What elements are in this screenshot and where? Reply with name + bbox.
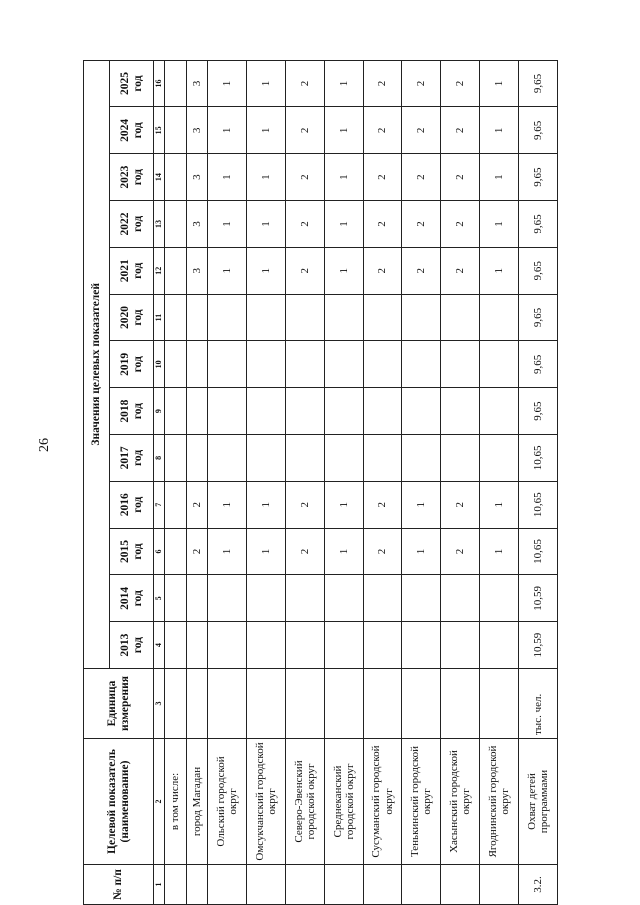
- value-cell: [247, 622, 286, 669]
- value-cell: [480, 294, 519, 341]
- value-cell: [480, 341, 519, 388]
- value-cell: [208, 388, 247, 435]
- value-cell: [165, 388, 187, 435]
- table-row: [247, 60, 286, 904]
- value-cell: [165, 575, 187, 622]
- row-number: [402, 865, 441, 905]
- value-cell: 1: [324, 60, 363, 107]
- value-cell: [208, 575, 247, 622]
- value-cell: [165, 481, 187, 528]
- value-cell: [247, 341, 286, 388]
- value-cell: [208, 294, 247, 341]
- header-year: 2016 год: [110, 481, 154, 528]
- indicator-name: Тенькинский городской округ: [402, 739, 441, 865]
- value-cell: 1: [324, 154, 363, 201]
- value-cell: [285, 388, 324, 435]
- unit-cell: [247, 669, 286, 739]
- value-cell: [247, 294, 286, 341]
- table-row: [165, 60, 187, 904]
- value-cell: [285, 294, 324, 341]
- value-cell: 3: [186, 247, 208, 294]
- table-row: [186, 60, 208, 904]
- value-cell: 2: [441, 60, 480, 107]
- table-row: [285, 60, 324, 904]
- value-cell: 1: [247, 247, 286, 294]
- value-cell: 2: [363, 481, 402, 528]
- value-cell: 1: [208, 247, 247, 294]
- value-cell: 1: [208, 60, 247, 107]
- value-cell: 10,59: [519, 575, 558, 622]
- value-cell: [165, 341, 187, 388]
- value-cell: [324, 388, 363, 435]
- column-number: 1: [154, 865, 165, 905]
- column-number: 5: [154, 575, 165, 622]
- header-year: 2023 год: [110, 154, 154, 201]
- value-cell: 9,65: [519, 154, 558, 201]
- value-cell: [480, 622, 519, 669]
- header-year: 2019 год: [110, 341, 154, 388]
- header-year: 2014 год: [110, 575, 154, 622]
- value-cell: 9,65: [519, 341, 558, 388]
- header-year: 2024 год: [110, 107, 154, 154]
- row-number: [208, 865, 247, 905]
- value-cell: [441, 341, 480, 388]
- column-number: 13: [154, 201, 165, 248]
- value-cell: [208, 435, 247, 482]
- indicator-name: Ягоднинский городской округ: [480, 739, 519, 865]
- value-cell: [363, 341, 402, 388]
- indicator-name: Хасынский городской округ: [441, 739, 480, 865]
- value-cell: 2: [441, 247, 480, 294]
- column-number: 8: [154, 435, 165, 482]
- value-cell: 2: [285, 481, 324, 528]
- value-cell: [285, 622, 324, 669]
- rotated-table-container: [83, 60, 558, 905]
- value-cell: [186, 575, 208, 622]
- value-cell: [441, 575, 480, 622]
- value-cell: 9,65: [519, 388, 558, 435]
- value-cell: 2: [402, 107, 441, 154]
- indicator-name: Северо-Эвенский городской округ: [285, 739, 324, 865]
- indicator-name: Среднеканский городской округ: [324, 739, 363, 865]
- value-cell: 9,65: [519, 60, 558, 107]
- value-cell: [247, 575, 286, 622]
- value-cell: 1: [480, 201, 519, 248]
- value-cell: 2: [402, 247, 441, 294]
- value-cell: [247, 435, 286, 482]
- header-year: 2022 год: [110, 201, 154, 248]
- value-cell: [285, 575, 324, 622]
- value-cell: [441, 388, 480, 435]
- value-cell: [165, 201, 187, 248]
- value-cell: 9,65: [519, 294, 558, 341]
- indicator-name: город Магадан: [186, 739, 208, 865]
- value-cell: 1: [402, 528, 441, 575]
- value-cell: 1: [324, 481, 363, 528]
- header-year: 2013 год: [110, 622, 154, 669]
- value-cell: 10,59: [519, 622, 558, 669]
- value-cell: 1: [208, 481, 247, 528]
- header-year: 2025 год: [110, 60, 154, 107]
- indicator-name: Ольский городской округ: [208, 739, 247, 865]
- unit-cell: [324, 669, 363, 739]
- row-number: [186, 865, 208, 905]
- indicator-name: Омсукчанский городской округ: [247, 739, 286, 865]
- table-row: [363, 60, 402, 904]
- unit-cell: [441, 669, 480, 739]
- value-cell: 2: [402, 154, 441, 201]
- value-cell: 2: [285, 154, 324, 201]
- value-cell: [402, 622, 441, 669]
- value-cell: 2: [285, 201, 324, 248]
- unit-cell: тыс. чел.: [519, 669, 558, 739]
- value-cell: 1: [324, 201, 363, 248]
- table-row: [402, 60, 441, 904]
- value-cell: [324, 435, 363, 482]
- column-number: 6: [154, 528, 165, 575]
- value-cell: 2: [441, 201, 480, 248]
- value-cell: [285, 435, 324, 482]
- value-cell: 2: [441, 154, 480, 201]
- value-cell: [480, 575, 519, 622]
- table-row: [480, 60, 519, 904]
- unit-cell: [165, 669, 187, 739]
- value-cell: 10,65: [519, 435, 558, 482]
- unit-cell: [208, 669, 247, 739]
- value-cell: 2: [186, 481, 208, 528]
- value-cell: [165, 107, 187, 154]
- header-year: 2017 год: [110, 435, 154, 482]
- column-number: 3: [154, 669, 165, 739]
- value-cell: [363, 388, 402, 435]
- value-cell: [402, 294, 441, 341]
- value-cell: [441, 622, 480, 669]
- indicator-name: Охват детей программами: [519, 739, 558, 865]
- row-number: [441, 865, 480, 905]
- column-number: 10: [154, 341, 165, 388]
- value-cell: 2: [441, 481, 480, 528]
- value-cell: [208, 341, 247, 388]
- row-number: [363, 865, 402, 905]
- header-unit: Единица измерения: [84, 669, 154, 739]
- value-cell: 1: [324, 528, 363, 575]
- unit-cell: [363, 669, 402, 739]
- value-cell: [165, 154, 187, 201]
- value-cell: [402, 575, 441, 622]
- header-values-group: Значения целевых показателей: [84, 60, 110, 668]
- value-cell: [363, 435, 402, 482]
- indicator-name: Сусуманский городской округ: [363, 739, 402, 865]
- value-cell: 9,65: [519, 107, 558, 154]
- value-cell: [363, 622, 402, 669]
- value-cell: 2: [363, 201, 402, 248]
- header-no: № п/п: [84, 865, 154, 905]
- value-cell: 1: [247, 201, 286, 248]
- value-cell: 3: [186, 201, 208, 248]
- value-cell: [247, 388, 286, 435]
- value-cell: 2: [363, 107, 402, 154]
- value-cell: 1: [480, 154, 519, 201]
- column-number: 12: [154, 247, 165, 294]
- value-cell: 1: [247, 528, 286, 575]
- value-cell: 2: [441, 528, 480, 575]
- value-cell: [186, 388, 208, 435]
- value-cell: 2: [285, 107, 324, 154]
- indicator-name: в том числе:: [165, 739, 187, 865]
- value-cell: [324, 622, 363, 669]
- value-cell: 1: [402, 481, 441, 528]
- value-cell: 1: [247, 107, 286, 154]
- value-cell: [402, 435, 441, 482]
- header-year: 2018 год: [110, 388, 154, 435]
- value-cell: 1: [208, 528, 247, 575]
- value-cell: 1: [208, 107, 247, 154]
- value-cell: [324, 341, 363, 388]
- value-cell: 1: [324, 247, 363, 294]
- value-cell: [285, 341, 324, 388]
- column-number: 7: [154, 481, 165, 528]
- column-number: 14: [154, 154, 165, 201]
- header-year: 2020 год: [110, 294, 154, 341]
- value-cell: 2: [186, 528, 208, 575]
- value-cell: [324, 294, 363, 341]
- row-number: 3.2.: [519, 865, 558, 905]
- row-number: [247, 865, 286, 905]
- value-cell: [363, 294, 402, 341]
- unit-cell: [186, 669, 208, 739]
- value-cell: 3: [186, 154, 208, 201]
- value-cell: 9,65: [519, 247, 558, 294]
- value-cell: 1: [208, 201, 247, 248]
- value-cell: 9,65: [519, 201, 558, 248]
- table-row: [208, 60, 247, 904]
- column-number: 4: [154, 622, 165, 669]
- header-indicator: Целевой показатель (наименование): [84, 739, 154, 865]
- column-number: 9: [154, 388, 165, 435]
- value-cell: 1: [480, 528, 519, 575]
- value-cell: 2: [363, 154, 402, 201]
- value-cell: [480, 435, 519, 482]
- unit-cell: [285, 669, 324, 739]
- value-cell: 10,65: [519, 481, 558, 528]
- unit-cell: [480, 669, 519, 739]
- value-cell: 3: [186, 107, 208, 154]
- value-cell: 1: [480, 107, 519, 154]
- value-cell: [186, 435, 208, 482]
- value-cell: 2: [402, 201, 441, 248]
- value-cell: [165, 247, 187, 294]
- row-number: [165, 865, 187, 905]
- value-cell: [441, 294, 480, 341]
- value-cell: [480, 388, 519, 435]
- value-cell: 2: [402, 60, 441, 107]
- value-cell: [165, 622, 187, 669]
- value-cell: [186, 294, 208, 341]
- value-cell: 1: [247, 60, 286, 107]
- value-cell: 1: [480, 481, 519, 528]
- value-cell: 2: [285, 60, 324, 107]
- unit-cell: [402, 669, 441, 739]
- value-cell: 2: [363, 60, 402, 107]
- row-number: [324, 865, 363, 905]
- value-cell: [186, 341, 208, 388]
- table-row: [324, 60, 363, 904]
- value-cell: 2: [363, 247, 402, 294]
- column-number: 2: [154, 739, 165, 865]
- value-cell: 1: [324, 107, 363, 154]
- column-number: 15: [154, 107, 165, 154]
- value-cell: [165, 528, 187, 575]
- value-cell: [402, 341, 441, 388]
- value-cell: 1: [247, 154, 286, 201]
- target-indicators-table: [83, 60, 558, 905]
- value-cell: 2: [441, 107, 480, 154]
- value-cell: [165, 294, 187, 341]
- value-cell: 1: [208, 154, 247, 201]
- value-cell: [324, 575, 363, 622]
- column-number: 11: [154, 294, 165, 341]
- table-row: [519, 60, 558, 904]
- header-year: 2021 год: [110, 247, 154, 294]
- page-number: 26: [37, 438, 52, 452]
- value-cell: 2: [285, 528, 324, 575]
- value-cell: 1: [480, 247, 519, 294]
- value-cell: 10,65: [519, 528, 558, 575]
- column-number: 16: [154, 60, 165, 107]
- value-cell: [441, 435, 480, 482]
- row-number: [285, 865, 324, 905]
- value-cell: [208, 622, 247, 669]
- value-cell: [165, 435, 187, 482]
- value-cell: [363, 575, 402, 622]
- table-row: [441, 60, 480, 904]
- value-cell: 2: [363, 528, 402, 575]
- value-cell: 3: [186, 60, 208, 107]
- value-cell: 1: [247, 481, 286, 528]
- header-year: 2015 год: [110, 528, 154, 575]
- value-cell: [165, 60, 187, 107]
- value-cell: 2: [285, 247, 324, 294]
- value-cell: [186, 622, 208, 669]
- row-number: [480, 865, 519, 905]
- value-cell: 1: [480, 60, 519, 107]
- value-cell: [402, 388, 441, 435]
